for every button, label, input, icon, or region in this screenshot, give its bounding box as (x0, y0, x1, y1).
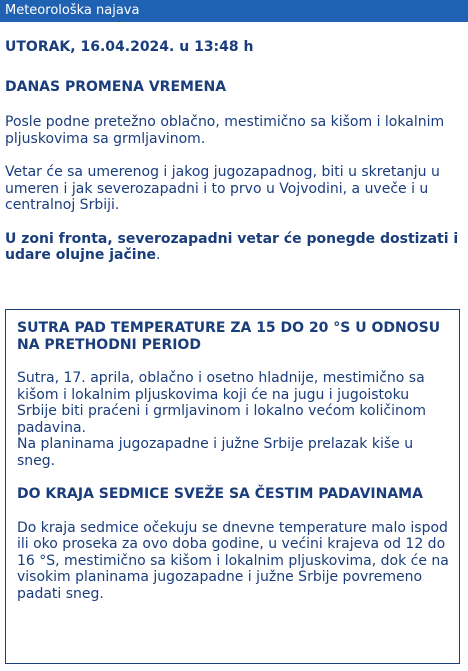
tomorrow-paragraph (17, 370, 449, 469)
forecast-date-heading: UTORAK, 16.04.2024. u 13:48 h (5, 39, 254, 55)
forecast-paragraph-1: Posle podne pretežno oblačno, mestimično sa kišom i lokalnim pljuskovima sa grmljavinom. (5, 114, 445, 147)
tomorrow-heading: SUTRA PAD TEMPERATURE ZA 15 DO 20 °S U ODNOSU NA PRETHODNI PERIOD (17, 320, 441, 353)
page-title: Meteorološka najava (5, 3, 140, 18)
mountain-snow-text: Na planinama jugozapadne i južne Srbije prelazak kiše u sneg. (17, 436, 414, 469)
forecast-paragraph-2: Vetar će sa umerenog i jakog jugozapadnog, biti u skretanju u umeren i jak severozapadni i to prvo u Vojvodini, a uveče i u centralnoj Srbiji. (5, 164, 440, 213)
forecast-content (5, 22, 465, 264)
outlook-box (5, 309, 460, 664)
tomorrow-text: Sutra, 17. aprila, oblačno i osetno hladnije, mestimično sa kišom i lokalnim pljuskovima koji će na jugu i jugoistoku Srbije biti praćeni i grmljavinom i lokalno većom količinom padavina. (17, 370, 427, 436)
page-header (0, 0, 468, 22)
week-paragraph: Do kraja sedmice očekuju se dnevne temperature malo ispod ili oko proseka za ovo doba godine, u većini krajeva od 12 do 16 °S, mestimično sa kišom i lokalnim pljuskovima, dok će na visokim planinama jugozapadne i južne Srbije povremeno padati sneg. (17, 519, 449, 602)
storm-warning-tail: . (156, 247, 161, 263)
week-heading: DO KRAJA SEDMICE SVEŽE SA ČESTIM PADAVINAMA (17, 486, 423, 502)
storm-warning-text: U zoni fronta, severozapadni vetar će ponegde dostizati i udare olujne jačine (5, 230, 459, 263)
forecast-paragraph-3 (5, 231, 465, 264)
today-heading: DANAS PROMENA VREMENA (5, 79, 227, 95)
